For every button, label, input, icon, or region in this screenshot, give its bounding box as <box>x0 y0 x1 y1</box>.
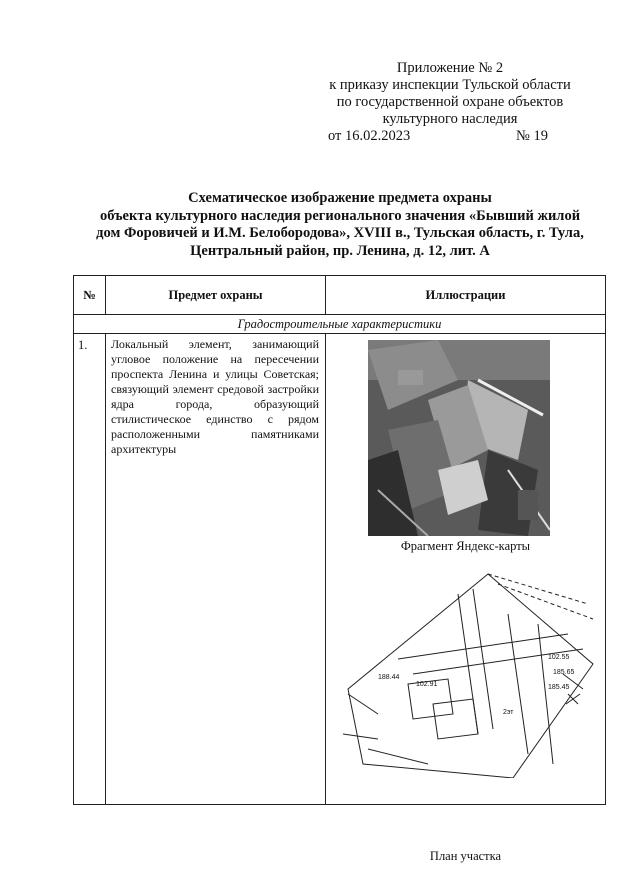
appendix-header <box>300 60 600 145</box>
header-num: № <box>74 276 106 315</box>
plan-label: 102.91 <box>416 681 438 688</box>
title-line-1: Схематическое изображение предмета охраны <box>188 190 492 206</box>
plan-label: 185.45 <box>548 684 570 691</box>
row-description: Локальный элемент, занимающий угловое положение на пересечении проспекта Ленина и улицы Советская; связующий элемент средовой застройки ядра города, образующий стилистическое единство с рядом расположенными памятниками архитектуры <box>106 334 326 805</box>
title-line-3: дом Форовичей и И.М. Белобородова», XVIII в., Тульская область, г. Тула, <box>96 225 584 241</box>
order-date: от 16.02.2023 <box>328 128 411 144</box>
aerial-map-photo-icon <box>368 340 550 536</box>
appendix-order-line: к приказу инспекции Тульской области <box>329 77 571 93</box>
row-number: 1. <box>74 334 106 805</box>
section-title: Градостроительные характеристики <box>74 315 606 334</box>
plan-label: 185.65 <box>553 669 575 676</box>
appendix-heritage-line: культурного наследия <box>382 111 518 127</box>
plan-label: 188.44 <box>378 674 400 681</box>
row-illustrations <box>326 334 606 863</box>
header-subject: Предмет охраны <box>106 276 326 315</box>
aerial-map-caption: Фрагмент Яндекс-карты <box>400 539 531 553</box>
order-number: № 19 <box>516 128 548 144</box>
site-plan-drawing-icon <box>338 564 596 778</box>
plan-label: 102.55 <box>548 654 570 661</box>
appendix-date-line <box>300 128 600 145</box>
appendix-title: Приложение № 2 <box>396 60 504 76</box>
section-row <box>74 315 606 334</box>
header-illustrations: Иллюстрации <box>326 276 606 315</box>
document-title <box>70 190 610 260</box>
table-header-row <box>74 276 606 315</box>
title-line-4: Центральный район, пр. Ленина, д. 12, лит. А <box>190 242 490 259</box>
plan-label: 2эт <box>503 709 514 716</box>
title-line-2: объекта культурного наследия регионального значения «Бывший жилой <box>99 207 581 224</box>
site-plan-caption: План участка <box>429 849 502 863</box>
protection-subject-table <box>73 275 606 863</box>
table-row <box>74 334 606 805</box>
appendix-authority-line: по государственной охране объектов <box>336 94 564 110</box>
